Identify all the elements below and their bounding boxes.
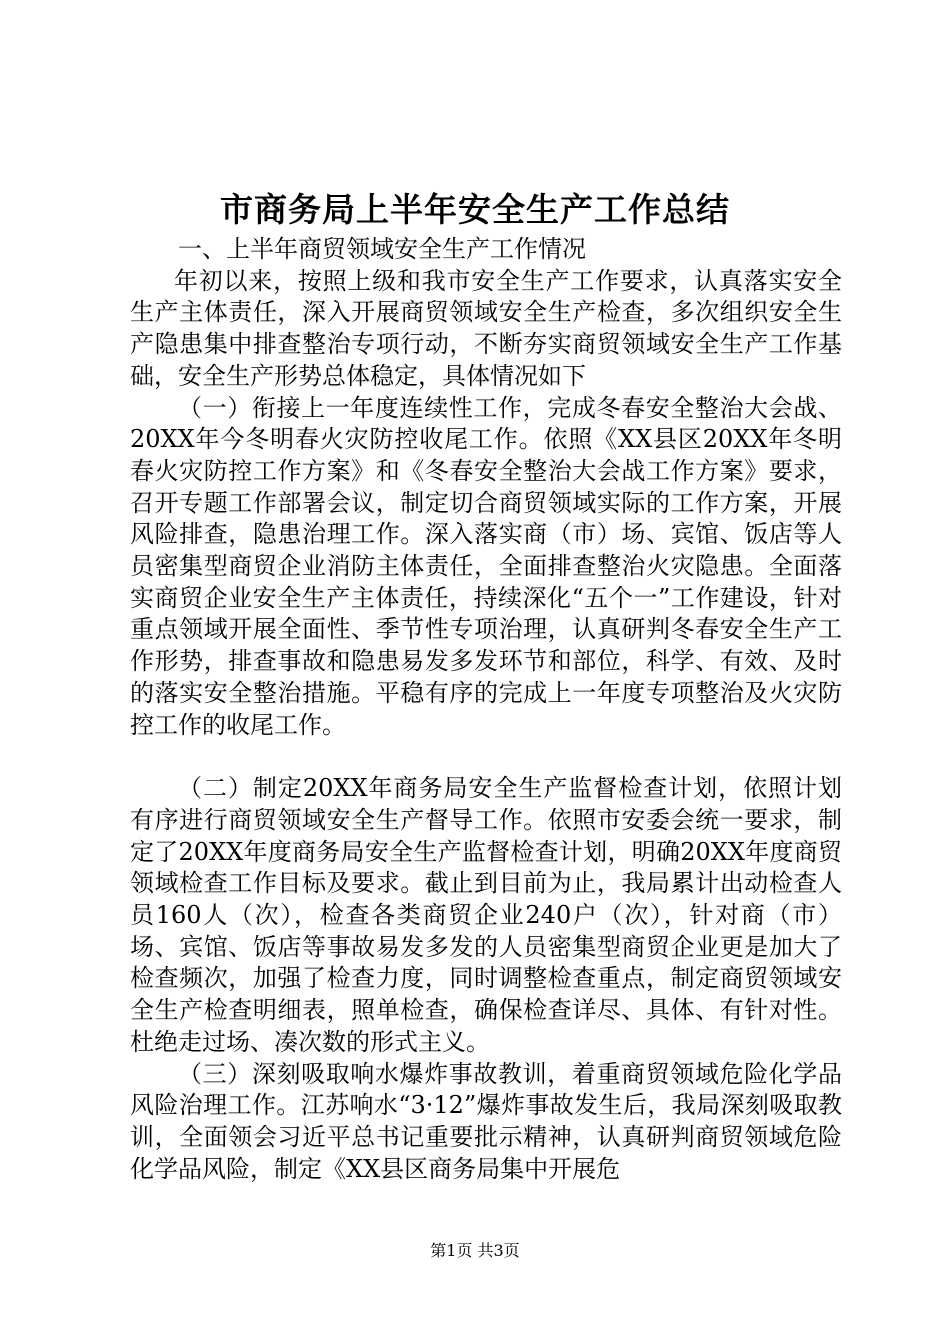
paragraph-spacer (130, 741, 842, 773)
document-body (130, 234, 842, 1185)
section-heading: 一、上半年商贸领域安全生产工作情况 (178, 235, 586, 263)
paragraph-item-1: （一）衔接上一年度连续性工作，完成冬春安全整治大会战、20XX年今冬明春火灾防控收尾工作。依照《XX县区20XX年冬明春火灾防控工作方案》和《冬春安全整治大会战工作方案》要求，召开专题工作部署会议，制定切合商贸领域实际的工作方案，开展风险排查，隐患治理工作。深入落实商（市）场、宾馆、饭店等人员密集型商贸企业消防主体责任，全面排查整治火灾隐患。全面落实商贸企业安全生产主体责任，持续深化“五个一”工作建设，针对重点领域开展全面性、季节性专项治理，认真研判冬春安全生产工作形势，排查事故和隐患易发多发环节和部位，科学、有效、及时的落实安全整治措施。平稳有序的完成上一年度专项整治及火灾防控工作的收尾工作。 (130, 393, 842, 739)
paragraph-intro: 年初以来，按照上级和我市安全生产工作要求，认真落实安全生产主体责任，深入开展商贸领域安全生产检查，多次组织安全生产隐患集中排查整治专项行动，不断夯实商贸领域安全生产工作基础，安全生产形势总体稳定，具体情况如下 (130, 266, 842, 390)
document-title: 市商务局上半年安全生产工作总结 (220, 190, 730, 229)
page-footer: 第1页 共3页 (430, 1241, 520, 1260)
paragraph-item-2: （二）制定20XX年商务局安全生产监督检查计划，依照计划有序进行商贸领域安全生产督导工作。依照市安委会统一要求，制定了20XX年度商务局安全生产监督检查计划，明确20XX年度商贸领域检查工作目标及要求。截止到目前为止，我局累计出动检查人员160人（次），检查各类商贸企业240户（次），针对商（市）场、宾馆、饭店等事故易发多发的人员密集型商贸企业更是加大了检查频次，加强了检查力度，同时调整检查重点，制定商贸领域安全生产检查明细表，照单检查，确保检查详尽、具体、有针对性。杜绝走过场、凑次数的形式主义。 (130, 774, 842, 1056)
paragraph-item-3: （三）深刻吸取响水爆炸事故教训，着重商贸领域危险化学品风险治理工作。江苏响水“3·12”爆炸事故发生后，我局深刻吸取教训，全面领会习近平总书记重要批示精神，认真研判商贸领域危险化学品风险，制定《XX县区商务局集中开展危 (130, 1059, 842, 1183)
